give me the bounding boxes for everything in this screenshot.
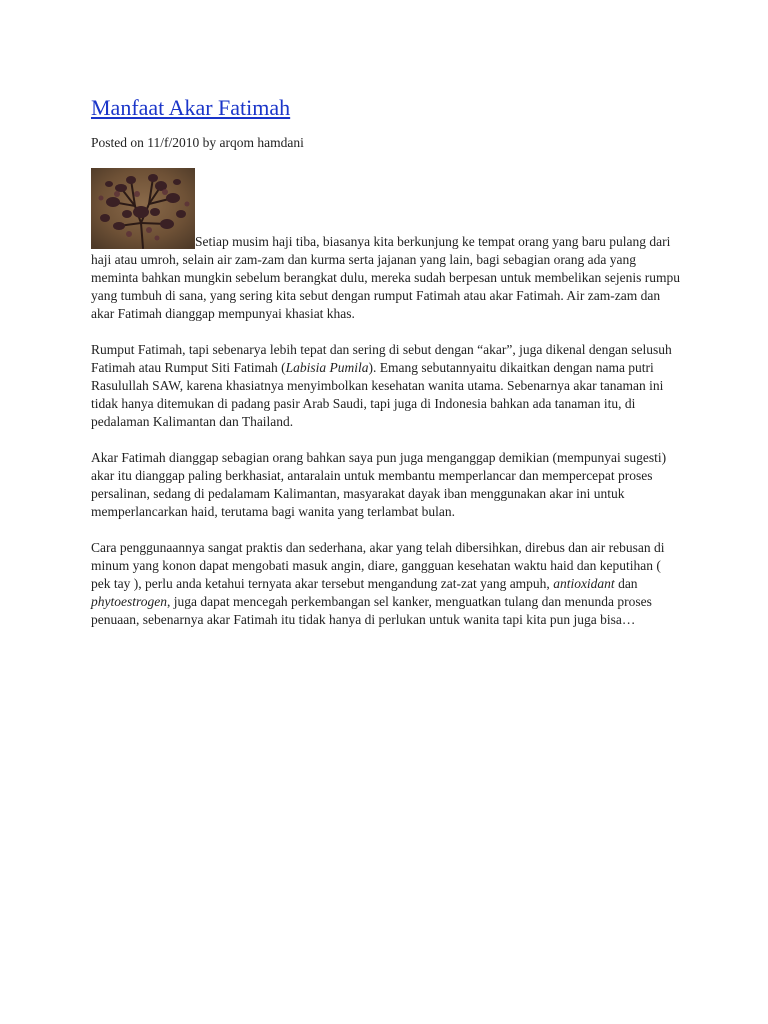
- post-date: 11/f/2010: [147, 135, 200, 150]
- antioxidant-term: antioxidant: [553, 576, 615, 591]
- post-meta: [91, 134, 304, 152]
- paragraph-4-text-a: Cara penggunaannya sangat praktis dan sederhana, akar yang telah dibersihkan, direbus dan air rebusan di minum yang konon dapat mengobati masuk angin, diare, gangguan kesehatan waktu haid dan keputihan ( pek tay ), perlu anda ketahui ternyata akar tersebut mengandung zat-zat yang ampuh,: [91, 540, 665, 591]
- paragraph-4-text-b: dan: [614, 576, 638, 591]
- paragraph-2: [91, 341, 681, 431]
- paragraph-3: Akar Fatimah dianggap sebagian orang bahkan saya pun juga menganggap demikian (mempunyai sugesti) akar itu dianggap paling berkhasiat, antaralain untuk membantu memperlancar dan mempercepat proses persalinan, sedang di pedalamam Kalimantan, masyarakat dayak iban menggunakan akar ini untuk memperlancarkan haid, terutama bagi wanita yang terlambat bulan.: [91, 450, 667, 519]
- paragraph-2-text-a: Rumput Fatimah, tapi sebenarya lebih tepat dan sering di sebut dengan “akar”, juga dikenal dengan selusuh Fatimah atau Rumput Siti Fatimah (: [91, 342, 672, 375]
- article-body: [91, 168, 681, 647]
- posted-on-label: Posted on: [91, 135, 144, 150]
- post-title: [91, 94, 290, 122]
- paragraph-4-text-c: , juga dapat mencegah perkembangan sel kanker, menguatkan tulang dan menunda proses penuaan, sebenarnya akar Fatimah itu tidak hanya di perlukan untuk wanita tapi kita pun juga bisa…: [91, 594, 652, 627]
- paragraph-2-text-b: ). Emang sebutannyaitu dikaitkan dengan nama putri Rasulullah SAW, karena khasiatnya menyimbolkan kesehatan wanita utama. Sebenarnya akar tanaman ini tidak hanya ditemukan di padang pasir Arab Saudi, tapi juga di Indonesia bahkan ada tanaman itu, di pedalaman Kalimantan dan Thailand.: [91, 360, 664, 429]
- phytoestrogen-term: phytoestrogen: [91, 594, 167, 609]
- post-title-link[interactable]: Manfaat Akar Fatimah: [91, 95, 291, 120]
- by-label: by: [202, 135, 217, 150]
- paragraph-1-text: Setiap musim haji tiba, biasanya kita berkunjung ke tempat orang yang baru pulang dari haji atau umroh, selain air zam-zam dan kurma serta jajanan yang lain, bagi sebagian orang ada yang meminta bahkan mungkin sebelum berangkat dulu, mereka sudah berpesan untuk membelikan sejenis rumpu yang tumbuh di sana, yang sering kita sebut dengan rumput Fatimah atau akar Fatimah. Air zam-zam dan akar Fatimah dianggap mempunyai khasiat khas.: [91, 234, 680, 321]
- paragraph-1: [91, 168, 681, 323]
- labisia-pumila-term: Labisia Pumila: [285, 360, 369, 375]
- paragraph-4: [91, 539, 681, 629]
- post-author: arqom hamdani: [219, 135, 304, 150]
- akar-fatimah-photo: [91, 168, 195, 249]
